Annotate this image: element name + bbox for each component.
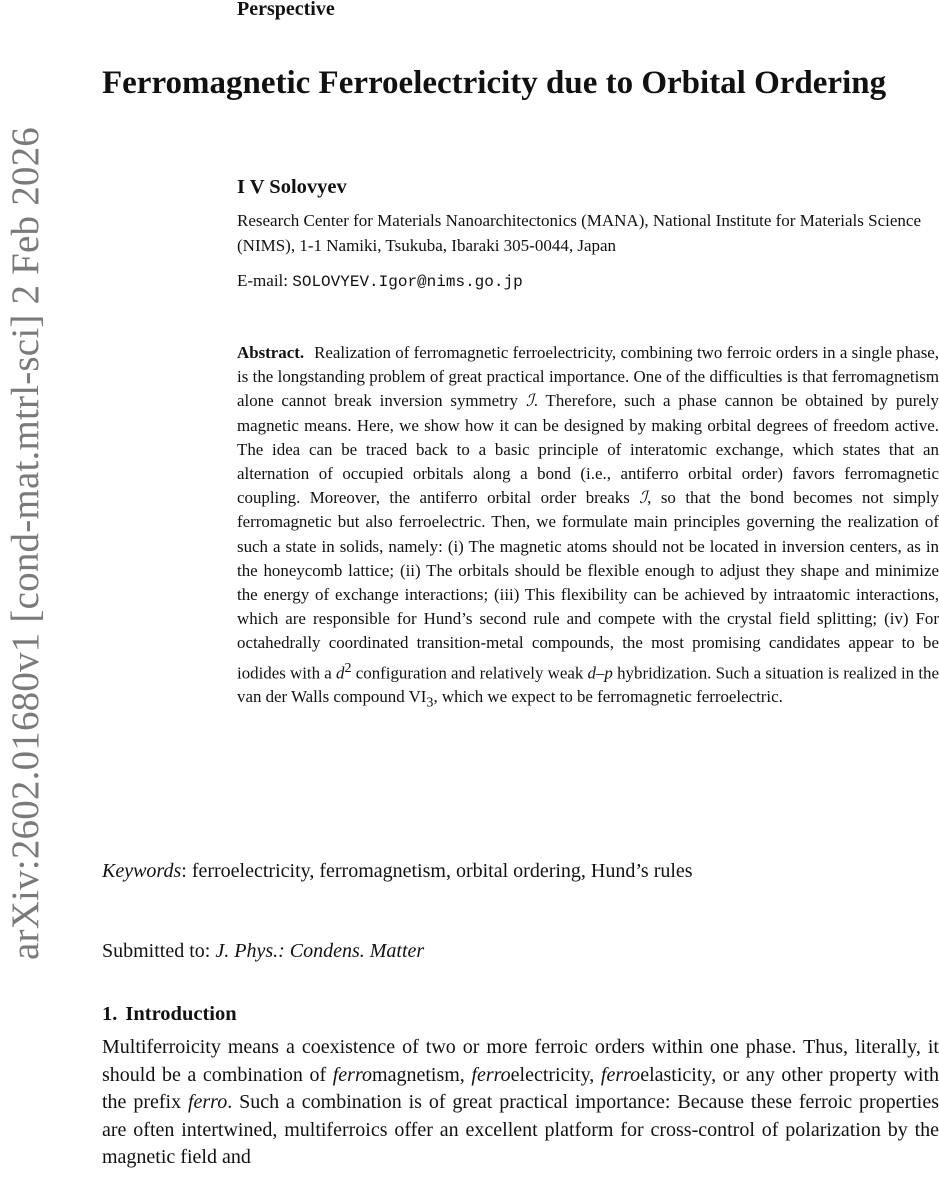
abstract: Abstract. Realization of ferromagnetic ferroelectricity, combining two ferroic orders in a single phase, is the longstanding problem of great practical importance. One of the difficulties is that ferromagnetism alone cannot break inversion symmetry ℐ. Therefore, such a phase cannon be obtained by purely magnetic means. Here, we show how it can be designed by making orbital degrees of freedom active. The idea can be traced back to a basic principle of interatomic exchange, which states that an alternation of occupied orbitals along a bond (i.e., antiferro orbital order) favors ferromagnetic coupling. Moreover, the antiferro orbital order breaks ℐ, so that the bond becomes not simply ferromagnetic but also ferroelectric. Then, we formulate main principles governing the realization of such a state in solids, namely: (i) The magnetic atoms should not be located in inversion centers, as in the honeycomb lattice; (ii) The orbitals should be flexible enough to adjust they shape and minimize the energy of exchange interactions; (iii) This flexibility can be achieved by intraatomic interactions, which are responsible for Hund’s second rule and compete with the crystal field splitting; (iv) For octahedrally coordinated transition-metal compounds, the most promising candidates appear to be iodides with a $d^2$ configuration and relatively weak d–p hybridization. Such a situation is realized in the van der Walls compound $VI_3$, which we expect to be ferromagnetic ferroelectric. xyxy=(237,343,939,711)
author-email-line xyxy=(237,268,523,295)
section-title: Introduction xyxy=(125,1003,237,1025)
arxiv-side-stamp: arXiv:2602.01680v1 [cond-mat.mtrl-sci] 2 Feb 2026 xyxy=(4,127,47,960)
email-label: E-mail: xyxy=(237,271,288,290)
submitted-label: Submitted to: xyxy=(102,940,216,962)
submitted-line xyxy=(102,940,424,963)
article-type-label: Perspective xyxy=(237,0,335,20)
inversion-symbol: ℐ xyxy=(525,391,534,411)
inversion-symbol: ℐ xyxy=(639,488,648,508)
abstract-label: Abstract. xyxy=(237,343,305,362)
keywords-line xyxy=(102,860,693,883)
keywords-text: : ferroelectricity, ferromagnetism, orbital ordering, Hund’s rules xyxy=(181,860,693,882)
section-number: 1. xyxy=(102,1003,118,1025)
author-affiliation: Research Center for Materials Nanoarchitectonics (MANA), National Institute for Materials Science (NIMS), 1-1 Namiki, Tsukuba, Ibaraki 305-0044, Japan xyxy=(237,211,922,255)
introduction-paragraph: Multiferroicity means a coexistence of two or more ferroic orders within one phase. Thus, literally, it should be a combination of ferromagnetism, ferroelectricity, ferroelasticity, or any other property with the prefix ferro. Such a combination is of great practical importance: Because these ferroic properties are often intertwined, multiferroics offer an excellent platform for cross-control of polarization by the magnetic field and xyxy=(102,1036,939,1168)
journal-name: J. Phys.: Condens. Matter xyxy=(215,940,425,962)
author-name: I V Solovyev xyxy=(237,176,347,198)
paper-title: Ferromagnetic Ferroelectricity due to Orbital Ordering xyxy=(102,65,887,101)
keywords-label: Keywords xyxy=(102,860,182,882)
email-address[interactable]: SOLOVYEV.Igor@nims.go.jp xyxy=(292,273,523,291)
section-heading-introduction xyxy=(102,1003,237,1026)
